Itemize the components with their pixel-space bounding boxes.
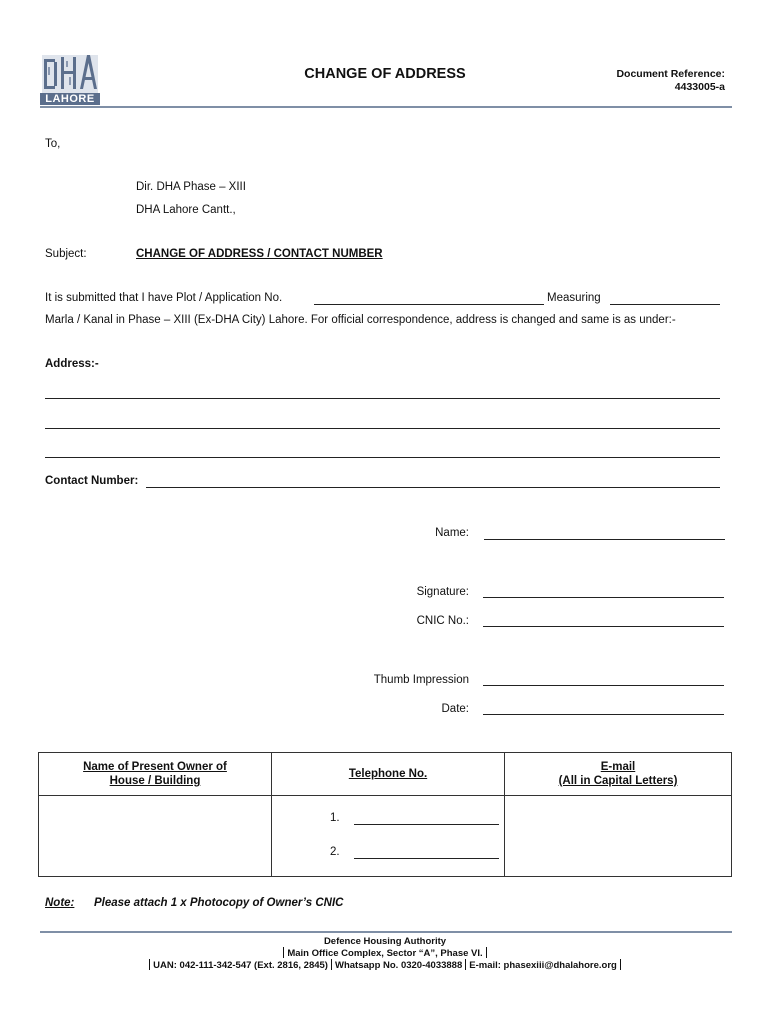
- footer-rule: [40, 931, 732, 933]
- contact-number-field[interactable]: [146, 487, 720, 488]
- address-line-2[interactable]: [45, 428, 720, 429]
- body-line-2: Marla / Kanal in Phase – XIII (Ex-DHA City) Lahore. For official correspondence, address is changed and same is as under:-: [45, 314, 676, 326]
- owner-name-header-line-2: House / Building: [109, 775, 201, 787]
- subject-text: CHANGE OF ADDRESS / CONTACT NUMBER: [136, 248, 383, 260]
- logo-text: LAHORE: [40, 93, 100, 105]
- footer-line-3: [0, 959, 770, 972]
- note-label: Note:: [45, 897, 75, 909]
- body-line-1-part-a: It is submitted that I have Plot / Application No.: [45, 292, 283, 304]
- footer-whatsapp: Whatsapp No. 0320-4033888: [334, 960, 463, 971]
- subject-label: Subject:: [45, 248, 87, 260]
- body-line-1-part-b: Measuring: [547, 292, 601, 304]
- name-label: Name:: [435, 527, 469, 539]
- phone-1-field[interactable]: [354, 824, 499, 825]
- to-label: To,: [45, 138, 61, 150]
- footer-line-1: Defence Housing Authority: [323, 936, 447, 947]
- thumb-impression-field[interactable]: [483, 685, 724, 686]
- address-label: Address:-: [45, 358, 99, 370]
- telephone-header: [272, 753, 505, 796]
- recipient-line-2: DHA Lahore Cantt.,: [136, 204, 236, 216]
- date-label: Date:: [441, 703, 469, 715]
- owner-details-table: [38, 752, 732, 877]
- footer-email: E-mail: phasexiii@dhalahore.org: [469, 960, 617, 971]
- signature-label: Signature:: [416, 586, 469, 598]
- page-title: CHANGE OF ADDRESS: [304, 66, 466, 82]
- cnic-label: CNIC No.:: [416, 615, 469, 627]
- contact-number-label: Contact Number:: [45, 475, 139, 487]
- cnic-field[interactable]: [483, 626, 724, 627]
- phone-2-number: 2.: [330, 846, 340, 858]
- note-text: Please attach 1 x Photocopy of Owner’s CNIC: [94, 897, 344, 909]
- header-rule: [40, 106, 732, 108]
- doc-ref-value: 4433005-a: [674, 81, 725, 93]
- address-line-1[interactable]: [45, 398, 720, 399]
- telephone-header-text: Telephone No.: [348, 768, 428, 780]
- name-field[interactable]: [484, 539, 725, 540]
- owner-name-cell[interactable]: [39, 796, 272, 877]
- address-line-3[interactable]: [45, 457, 720, 458]
- date-field[interactable]: [483, 714, 724, 715]
- plot-number-field[interactable]: [314, 304, 544, 305]
- phone-1-number: 1.: [330, 812, 340, 824]
- phone-2-field[interactable]: [354, 858, 499, 859]
- email-header-line-2: (All in Capital Letters): [558, 775, 678, 787]
- email-cell[interactable]: [505, 796, 732, 877]
- doc-ref-label: Document Reference:: [616, 68, 725, 80]
- email-header-line-1: E-mail: [600, 761, 636, 773]
- owner-name-header-line-1: Name of Present Owner of: [83, 761, 227, 773]
- email-header: [505, 753, 732, 796]
- thumb-impression-label: Thumb Impression: [373, 674, 469, 686]
- footer-address: Main Office Complex, Sector “A”, Phase VI.: [287, 948, 483, 959]
- telephone-cell: [272, 796, 505, 877]
- owner-name-header: [39, 753, 272, 796]
- footer-uan: UAN: 042-111-342-547 (Ext. 2816, 2845): [153, 960, 328, 971]
- measuring-field[interactable]: [610, 304, 720, 305]
- signature-field[interactable]: [483, 597, 724, 598]
- recipient-line-1: Dir. DHA Phase – XIII: [136, 181, 246, 193]
